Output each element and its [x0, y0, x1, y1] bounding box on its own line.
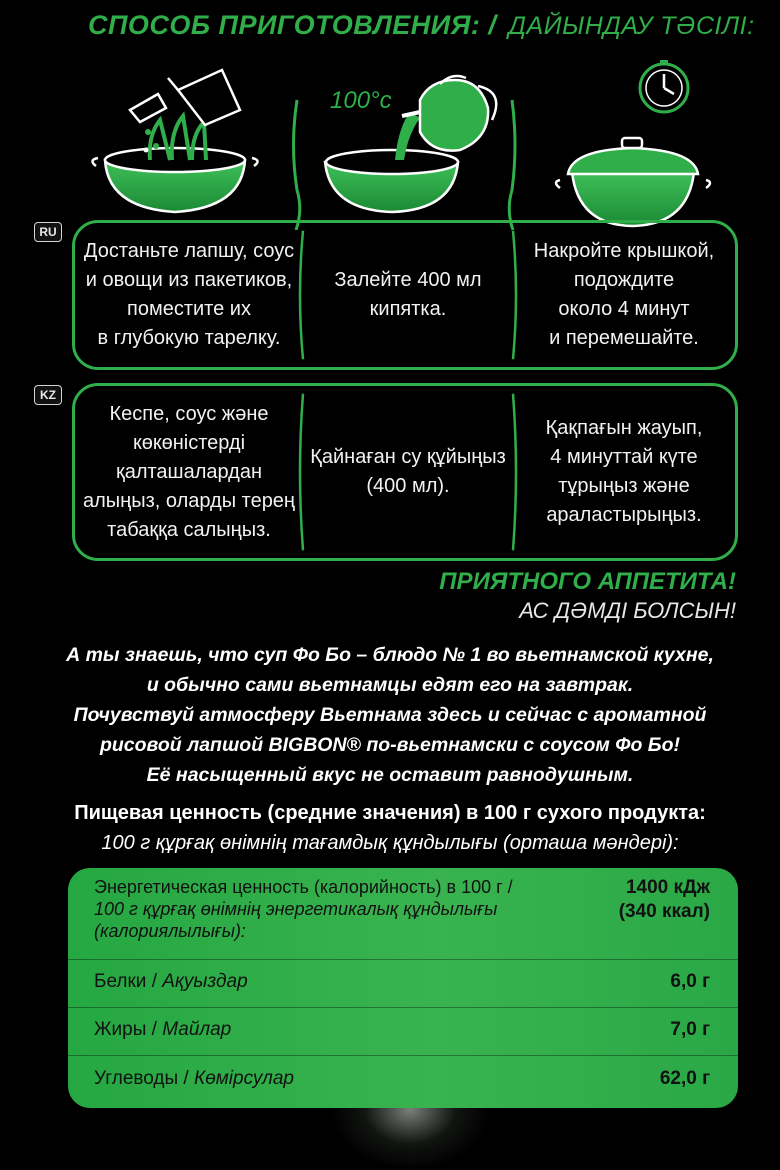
ru-step-1: Достаньте лапшу, соус и овощи из пакетиков, поместите их в глубокую тарелку. [83, 240, 295, 349]
energy-label-ru: Энергетическая ценность (калорийность) в 100 г / [94, 877, 513, 897]
energy-row [68, 868, 738, 960]
row-value: 6,0 г [670, 971, 710, 992]
energy-kj: 1400 кДж [625, 877, 710, 898]
energy-label [94, 876, 564, 942]
energy-label-kz: 100 г құрғақ өнімнің энергетикалық құндылығы (калориялылығы): [94, 899, 498, 941]
row-label-kz: Майлар [162, 1019, 232, 1040]
nutrition-table [68, 868, 738, 1108]
preparation-icons [0, 50, 780, 230]
energy-kcal: (340 ккал) [618, 901, 710, 922]
instructions-kz [72, 383, 738, 561]
table-row [68, 1056, 738, 1108]
vine-divider [509, 100, 515, 230]
vine-divider [294, 100, 300, 230]
kz-step-1: Кеспе, соус және көкөністерді қалташалардан алыңыз, оларды терең табаққа салыңыз. [83, 402, 295, 541]
row-label-ru: Жиры / [94, 1019, 163, 1040]
nutrition-title-kz: 100 г құрғақ өнімнің тағамдық құндылығы (орташа мәндері): [101, 832, 679, 854]
ru-step-3: Накройте крышкой, подождите около 4 минут и перемешайте. [533, 240, 715, 349]
lang-tag-ru: RU [34, 222, 62, 242]
energy-value [619, 876, 710, 924]
nutrition-title [40, 798, 740, 858]
row-label-ru: Белки / [94, 971, 163, 992]
table-row [68, 960, 738, 1008]
preparation-heading [88, 10, 755, 41]
promo-text: А ты знаешь, что суп Фо Бо – блюдо № 1 во вьетнамской кухне, и обычно сами вьетнамцы едят его на завтрак. Почувствуй атмосферу Вьетнама здесь и сейчас с ароматной рисовой лапшой BIGBON® по-вьетнамски с соусом Фо Бо! Её насыщенный вкус не оставит равнодушным. [66, 644, 714, 786]
row-value: 7,0 г [670, 1019, 710, 1040]
appetite-ru: ПРИЯТНОГО АППЕТИТА! [439, 568, 736, 595]
lang-tag-kz: KZ [34, 385, 62, 405]
instructions-ru [72, 220, 738, 370]
temperature-label: 100°c [330, 87, 392, 114]
kettle-pouring-icon [325, 76, 496, 212]
row-value: 62,0 г [659, 1068, 710, 1089]
row-label-kz: Көмірсулар [194, 1068, 295, 1089]
appetite-kz: АС ДӘМДІ БОЛСЫН! [519, 598, 736, 623]
heading-ru: СПОСОБ ПРИГОТОВЛЕНИЯ: / [88, 10, 497, 40]
pouring-noodles-icon [92, 70, 257, 212]
row-label-kz: Ақуыздар [162, 971, 248, 992]
kz-step-2: Қайнаған су құйыңыз (400 мл). [310, 446, 506, 497]
covered-pot-clock-icon [556, 60, 710, 226]
table-row [68, 1008, 738, 1056]
kz-step-3: Қақпағын жауып, 4 минуттай күте тұрыңыз және араластырыңыз. [545, 417, 703, 526]
appetite-block [439, 568, 736, 624]
heading-kz: ДАЙЫНДАУ ТӘСІЛІ: [508, 12, 755, 40]
nutrition-title-ru: Пищевая ценность (средние значения) в 100 г сухого продукта: [74, 802, 706, 824]
ru-step-2: Залейте 400 мл кипятка. [334, 269, 482, 320]
row-label-ru: Углеводы / [94, 1068, 194, 1089]
